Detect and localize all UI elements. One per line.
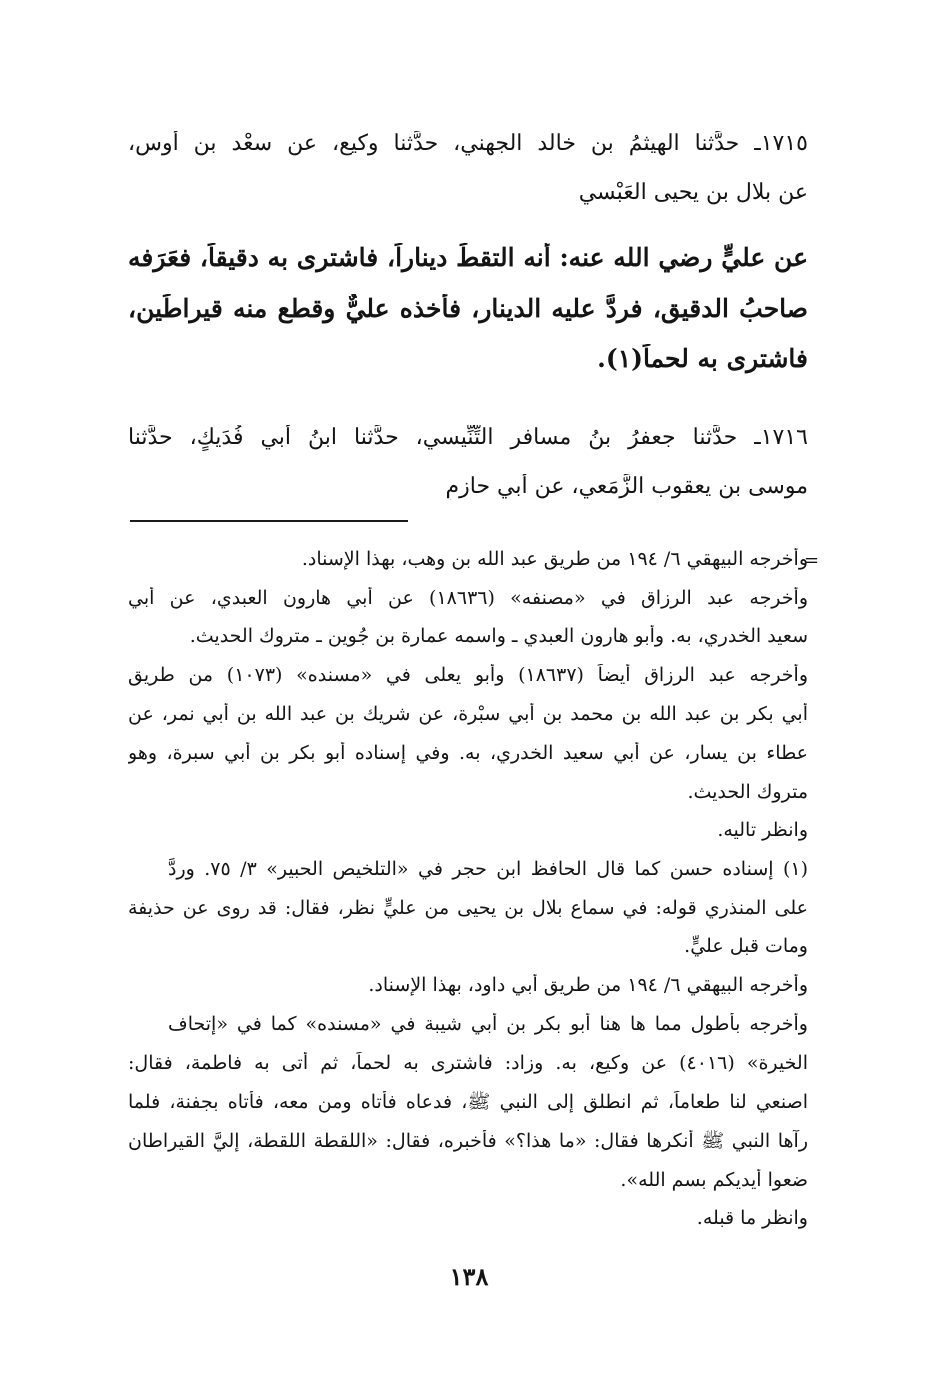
footnote-line: وأخرجه بأطول مما ها هنا أبو بكر بن أبي شيبة في «مسنده» كما في «إتحاف [168, 1013, 808, 1035]
footnote-line: رآها النبي ﷺ أنكرها فقال: «ما هذا؟» فأخبره، فقال: «اللقطة اللقطة، إليَّ القيراطان [128, 1130, 808, 1152]
hadith-1716-isnad-line-1: ١٧١٦ـ حدَّثنا جعفرُ بنُ مسافر التِّنِّيسي، حدَّثنا ابنُ أبي فُدَيكٍ، حدَّثنا [128, 425, 808, 450]
footnote-line: (١) إسناده حسن كما قال الحافظ ابن حجر في «التلخيص الحبير» ٣/ ٧٥. وردَّ [168, 858, 808, 880]
footnote-line: وانظر ما قبله. [696, 1207, 808, 1229]
footnote-line: سعيد الخدري، به. وأبو هارون العبدي ـ واسمه عمارة بن جُوين ـ متروك الحديث. [189, 625, 808, 647]
footnote-line: وأخرجه عبد الرزاق في «مصنفه» (١٨٦٣٦) عن أبي هارون العبدي، عن أبي [128, 587, 808, 609]
footnote-divider [130, 520, 408, 522]
hadith-1715-matn-line-3: فاشترى به لحماً(١). [597, 344, 808, 373]
hadith-1715-isnad-line-1: ١٧١٥ـ حدَّثنا الهيثمُ بن خالد الجهني، حدَّثنا وكيع، عن سعْد بن أوس، [128, 131, 808, 156]
footnote-line: متروك الحديث. [687, 781, 808, 803]
hadith-1715-isnad-line-2: عن بلال بن يحيى العَبْسي [578, 180, 808, 205]
footnote-line: على المنذري قوله: في سماع بلال بن يحيى من عليٍّ نظر، فقال: قد روى عن حذيفة [128, 897, 808, 919]
footnote-line: ومات قبل عليٍّ. [684, 935, 808, 957]
footnote-continuation-mark: = [804, 550, 820, 571]
footnote-line: وأخرجه البيهقي ٦/ ١٩٤ من طريق أبي داود، بهذا الإسناد. [368, 974, 808, 996]
footnote-line: وأخرجه البيهقي ٦/ ١٩٤ من طريق عبد الله بن وهب، بهذا الإسناد. [301, 548, 808, 570]
page-number: ١٣٨ [449, 1262, 489, 1291]
footnote-line: وانظر تاليه. [717, 819, 808, 841]
footnote-line: أبي بكر بن عبد الله بن محمد بن أبي سبْرة، عن شريك بن عبد الله بن أبي نمر، عن [128, 703, 808, 725]
footnote-line: وأخرجه عبد الرزاق أيضاً (١٨٦٣٧) وأبو يعلى في «مسنده» (١٠٧٣) من طريق [128, 664, 808, 686]
footnote-line: اصنعي لنا طعاماً، ثم انطلق إلى النبي ﷺ، فدعاه فأتاه ومن معه، فأتاه بجفنة، فلما [128, 1091, 808, 1113]
footnote-line: عطاء بن يسار، عن أبي سعيد الخدري، به. وفي إسناده أبو بكر بن أبي سبرة، وهو [128, 742, 808, 764]
footnote-line: الخيرة» (٤٠١٦) عن وكيع، به. وزاد: فاشترى به لحماً، ثم أتى به فاطمة، فقال: [128, 1052, 808, 1074]
hadith-1716-isnad-line-2: موسى بن يعقوب الزَّمَعي، عن أبي حازمٍ [445, 474, 808, 499]
hadith-1715-matn-line-2: صاحبُ الدقيق، فردَّ عليه الدينار، فأخذه عليٌّ وقطع منه قيراطَين، [128, 294, 808, 323]
hadith-1715-matn-line-1: عن عليٍّ رضي الله عنه: أنه التقطَ ديناراً، فاشترى به دقيقاً، فعَرَفه [128, 243, 808, 272]
footnote-line: ضعوا أيديكم بسم الله». [620, 1169, 808, 1191]
